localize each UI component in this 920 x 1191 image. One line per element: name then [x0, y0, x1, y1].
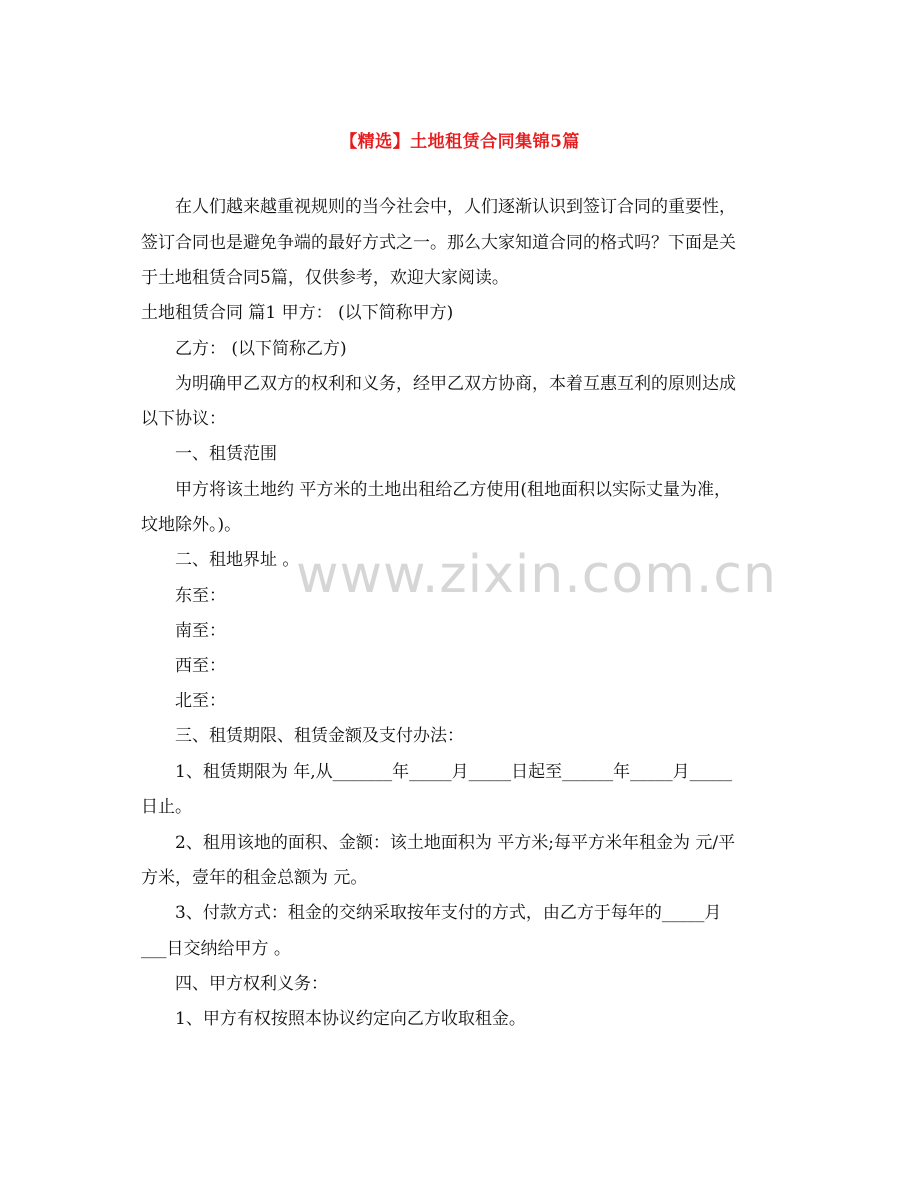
paragraph-line: 土地租赁合同 篇1 甲方： (以下简称甲方)	[141, 303, 454, 323]
paragraph-line: 为明确甲乙双方的权利和义务，经甲乙双方协商，本着互惠互利的原则达成	[175, 374, 736, 394]
paragraph-line: 甲方将该土地约 平方米的土地出租给乙方使用(租地面积以实际丈量为准，	[175, 480, 732, 500]
paragraph-line: ___日交纳给甲方 。	[141, 939, 291, 959]
paragraph-line: 坟地除外。)。	[141, 515, 242, 535]
section-heading: 二、租地界址 。	[175, 550, 300, 570]
paragraph-line: 于土地租赁合同5篇，仅供参考，欢迎大家阅读。	[141, 268, 509, 288]
paragraph-line: 在人们越来越重视规则的当今社会中，人们逐渐认识到签订合同的重要性，	[175, 197, 736, 217]
paragraph-line: 日止。	[141, 797, 192, 817]
paragraph-line: 签订合同也是避免争端的最好方式之一。那么大家知道合同的格式吗？下面是关	[141, 233, 736, 253]
paragraph-line: 西至：	[175, 656, 226, 676]
paragraph-line: 方米，壹年的租金总额为 元。	[141, 868, 368, 888]
paragraph-line: 东至：	[175, 586, 226, 606]
section-heading: 三、租赁期限、租赁金额及支付办法：	[175, 726, 464, 746]
paragraph-line: 1、租赁期限为 年,从_______年_____月_____日起至______年_____月_____	[175, 762, 733, 782]
paragraph-line: 2、租用该地的面积、金额：该土地面积为 平方米;每平方米年租金为 元/平	[175, 833, 736, 853]
paragraph-line: 乙方： (以下简称乙方)	[175, 339, 347, 359]
section-heading: 一、租赁范围	[175, 444, 277, 464]
section-heading: 四、甲方权利义务：	[175, 974, 328, 994]
paragraph-line: 以下协议：	[141, 409, 226, 429]
document-title: 【精选】土地租赁合同集锦5篇	[340, 132, 580, 152]
watermark-text: www.zixin.com.cn	[296, 545, 777, 605]
paragraph-line: 1、甲方有权按照本协议约定向乙方收取租金。	[175, 1009, 526, 1029]
paragraph-line: 南至：	[175, 621, 226, 641]
paragraph-line: 3、付款方式：租金的交纳采取按年支付的方式，由乙方于每年的_____月	[175, 903, 722, 923]
paragraph-line: 北至：	[175, 691, 226, 711]
